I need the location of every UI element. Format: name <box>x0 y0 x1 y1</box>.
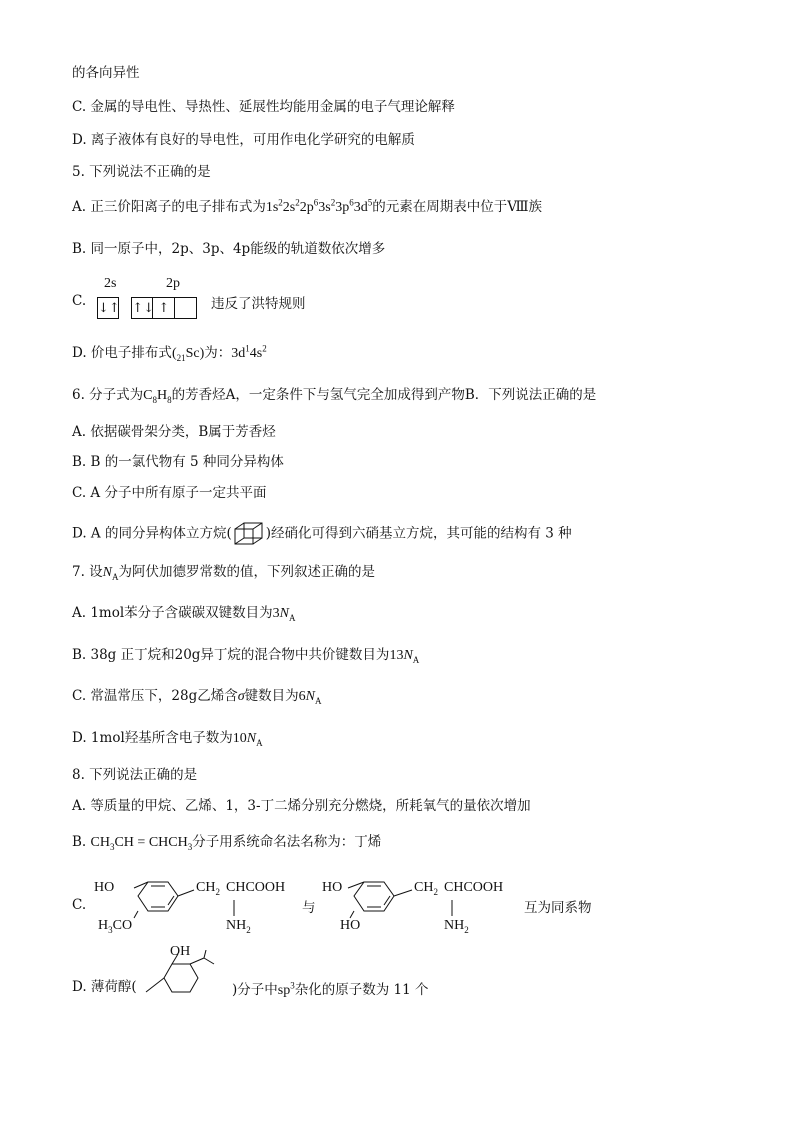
q5-orbital-2s-label: 2s <box>104 276 117 291</box>
q4-option-d: D. 离子液体有良好的导电性，可用作电化学研究的电解质 <box>72 132 415 148</box>
q7-stem: 7. 设$N_A$为阿伏加德罗常数的值，下列叙述正确的是 <box>72 564 376 582</box>
q8-c-label: C. <box>72 897 87 913</box>
q5-option-b: B. 同一原子中，2p、3p、4p能级的轨道数依次增多 <box>72 241 386 257</box>
q5-orbital-2p-label: 2p <box>166 276 180 291</box>
q8-structure-1: HO $CH_2$ CHCOOH $NH_2$ $H_3CO$ <box>94 880 286 935</box>
q5-a-post: 的元素在周期表中位于Ⅷ族 <box>372 199 542 215</box>
na-symbol: $N_A$ <box>102 565 119 582</box>
q8-c-mid: 与 <box>302 900 316 916</box>
q6-option-d: D. A 的同分异构体立方烷( )经硝化可得到六硝基立方烷，其可能的结构有 3 种 <box>72 521 572 547</box>
q4-b-tail: 的各向异性 <box>72 65 140 81</box>
sigma-symbol: σ <box>237 689 245 704</box>
orbital-2p-box-3 <box>175 297 197 319</box>
butene-formula: $CH_3CH$ = $CHCH_3$ <box>90 835 193 852</box>
orbital-2p-box-1: ↑↓ <box>131 297 153 319</box>
sc-config: $3d^14s^2$ <box>231 343 267 361</box>
q6-option-b: B. B 的一氯代物有 5 种同分异构体 <box>72 454 284 470</box>
q8-stem: 8. 下列说法正确的是 <box>72 767 198 783</box>
orbital-2p-box-2: ↑ <box>153 297 175 319</box>
q5-c-text: 违反了洪特规则 <box>211 296 306 312</box>
q4-option-c: C. 金属的导电性、导热性、延展性均能用金属的电子气理论解释 <box>72 99 455 115</box>
q7-option-a: A. 1mol苯分子含碳碳双键数目为$3N_A$ <box>72 605 296 623</box>
q5-a-config: $1s^22s^22p^63s^23p^63d^5$ <box>265 197 373 215</box>
q5-stem: 5. 下列说法不正确的是 <box>72 164 211 180</box>
q8-option-d-post: )分子中$sp^3$杂化的原子数为 11 个 <box>232 980 429 998</box>
q5-option-d: D. 价电子排布式$(_{21}Sc)$为：$3d^14s^2$ <box>72 343 267 363</box>
q6-stem: 6. 分子式为$C_8H_8$的芳香烃A，一定条件下与氢气完全加成得到产物B．下列说法正确的是 <box>72 387 597 405</box>
orbital-2s-box: ↓↑ <box>97 297 119 319</box>
q5-orbital-diagram <box>97 297 197 319</box>
q8-c-post: 互为同系物 <box>524 900 592 916</box>
q8-option-d-pre: D. 薄荷醇( <box>72 979 137 995</box>
menthol-structure: OH <box>142 950 232 1000</box>
q6-option-a: A. 依据碳骨架分类，B属于芳香烃 <box>72 424 276 440</box>
q7-option-d: D. 1mol羟基所含电子数为$10N_A$ <box>72 730 263 748</box>
q8-option-b: B. $CH_3CH$ = $CHCH_3$分子用系统命名法名称为：丁烯 <box>72 834 382 852</box>
q8-option-a: A. 等质量的甲烷、乙烯、1，3-丁二烯分别充分燃烧，所耗氧气的量依次增加 <box>72 798 531 814</box>
formula-c8h8: $C_8H_8$ <box>143 388 172 405</box>
sc-symbol: $(_{21}Sc)$ <box>171 346 205 363</box>
q5-c-label: C. <box>72 293 87 309</box>
q7-option-b: B. 38g 正丁烷和20g异丁烷的混合物中共价键数目为$13N_A$ <box>72 647 420 665</box>
cubane-structure <box>232 521 266 547</box>
q6-option-c: C. A 分子中所有原子一定共平面 <box>72 485 267 501</box>
q5-a-pre: A. 正三价阳离子的电子排布式为 <box>72 199 266 215</box>
q8-structure-2: HO $CH_2$ CHCOOH $NH_2$ HO <box>322 880 504 935</box>
q5-option-a <box>72 198 542 217</box>
q7-option-c: C. 常温常压下，28g乙烯含σ键数目为$6N_A$ <box>72 688 322 706</box>
